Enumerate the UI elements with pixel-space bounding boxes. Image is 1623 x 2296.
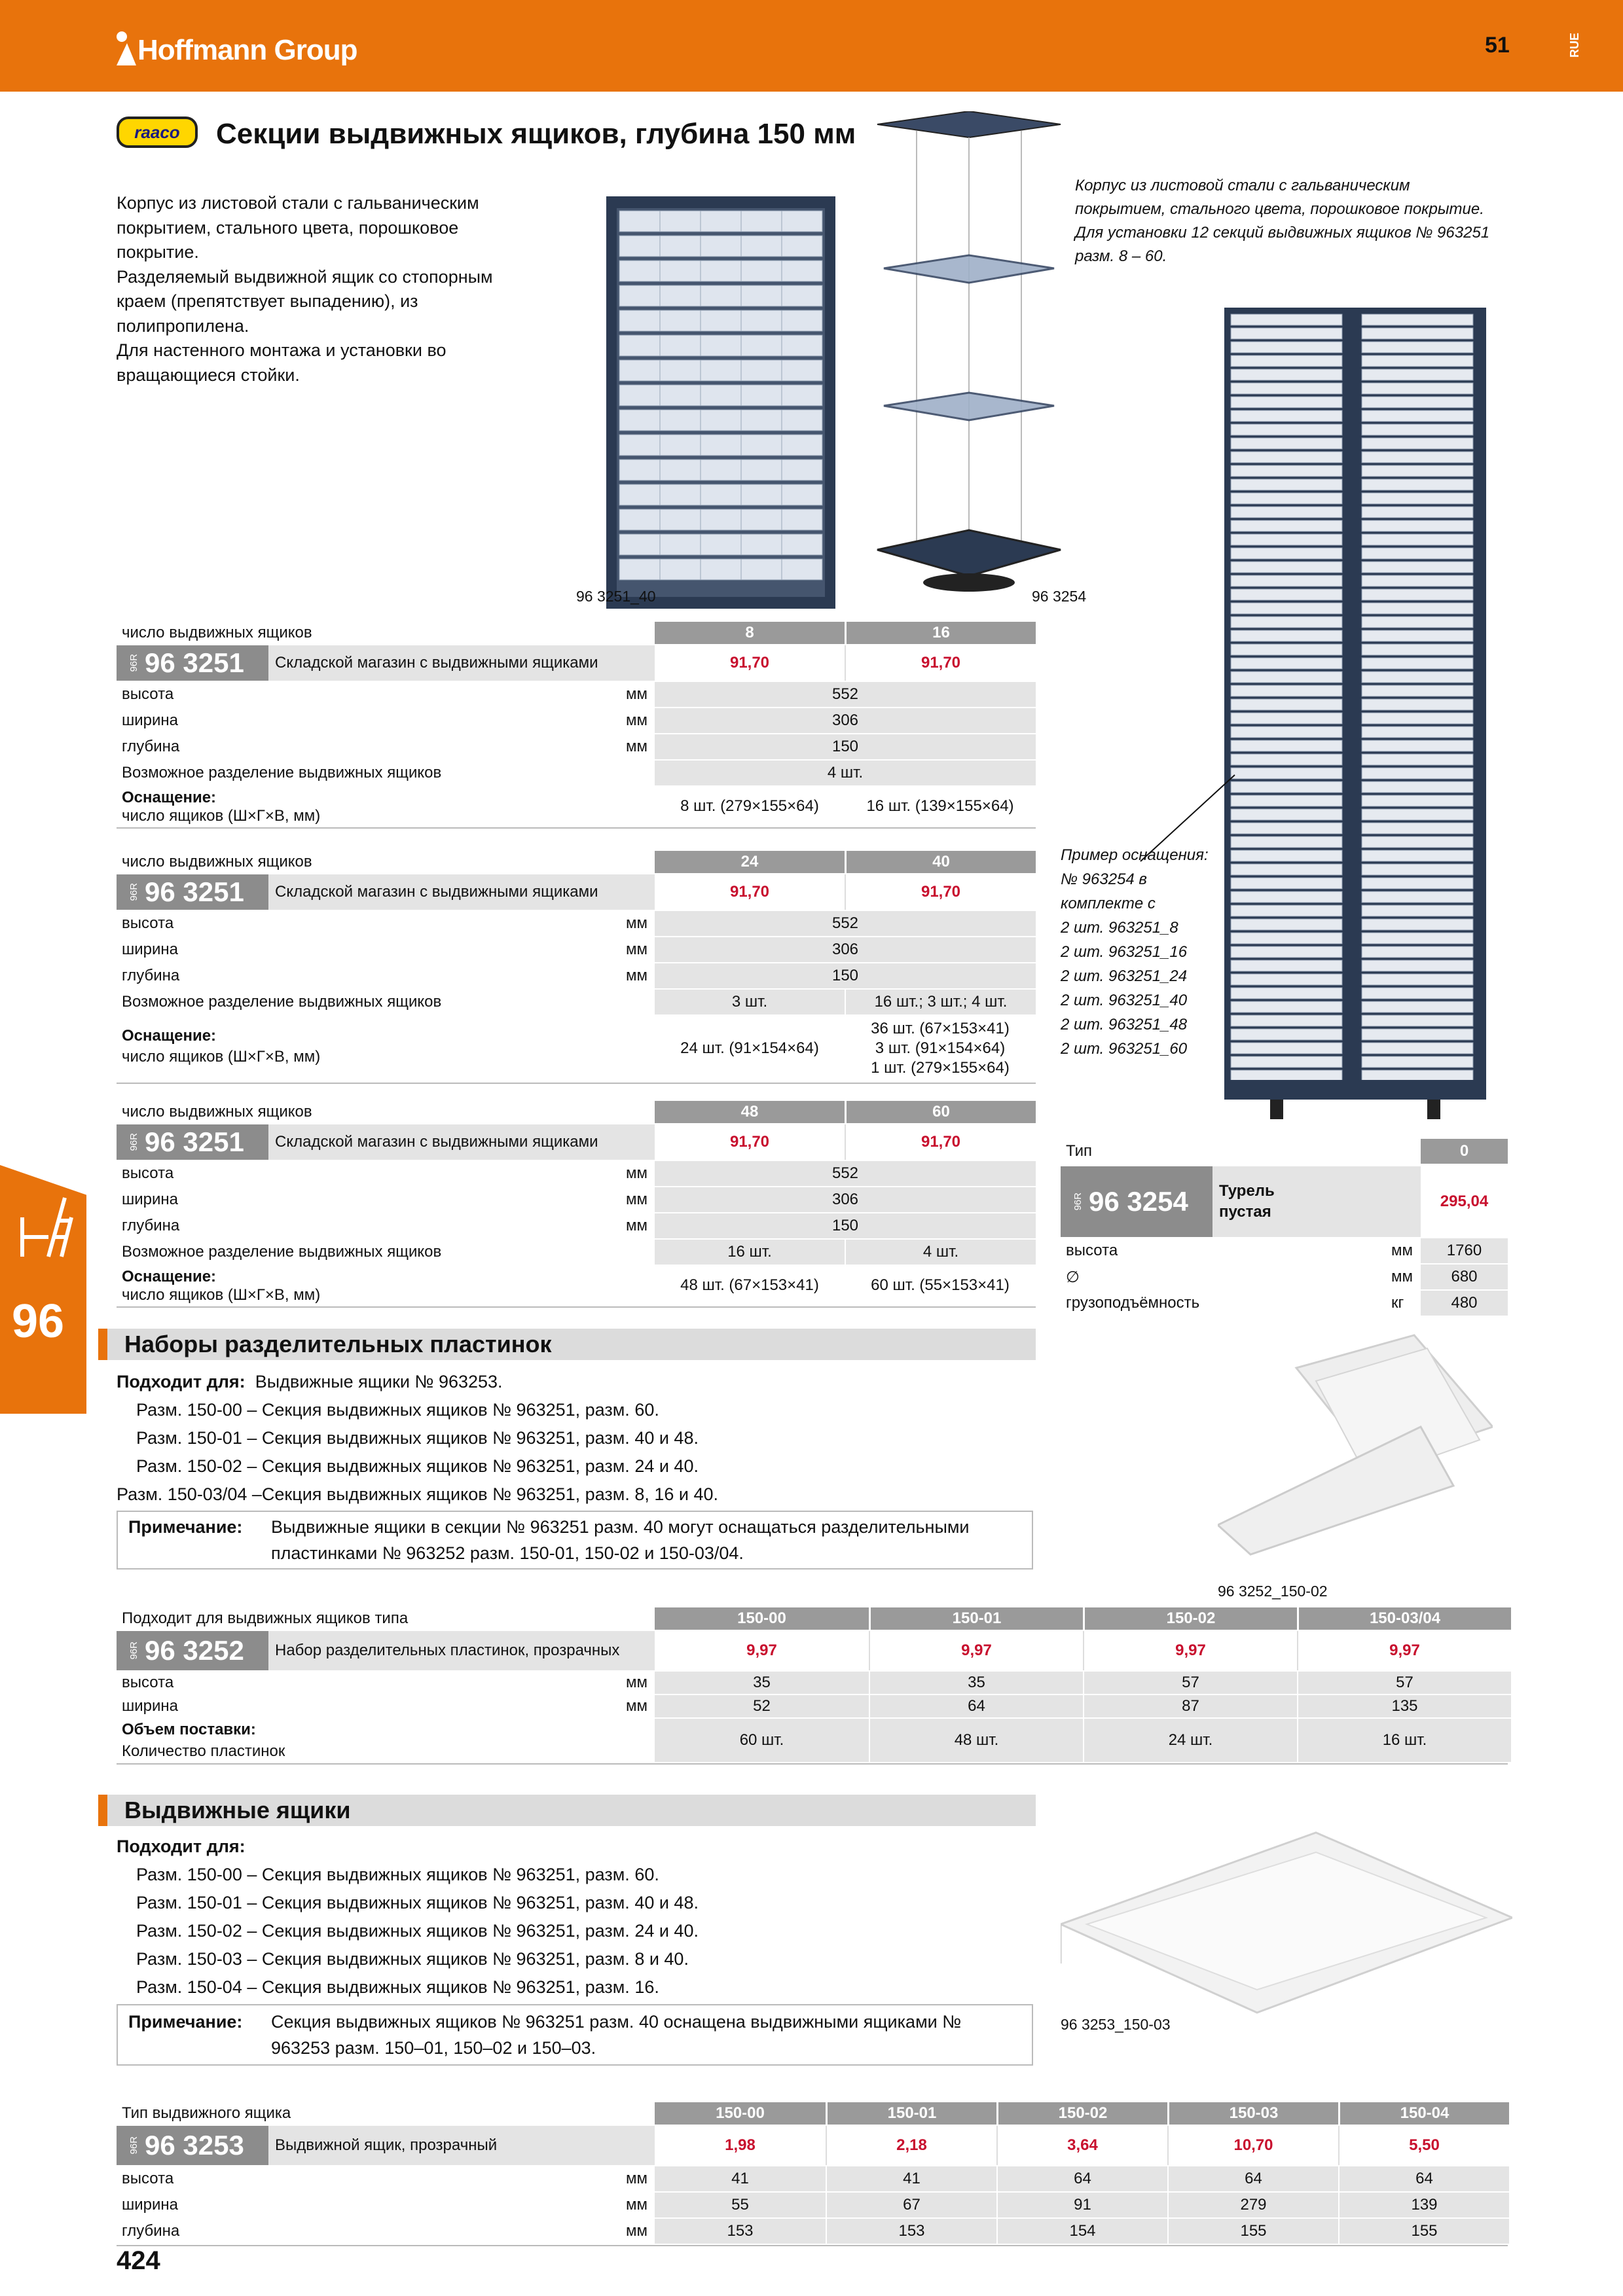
equip-sub: число ящиков (Ш×Г×В, мм) bbox=[122, 1286, 321, 1304]
footer-page-number: 424 bbox=[117, 2246, 160, 2275]
sku: 96R 96 3253 bbox=[117, 2126, 268, 2165]
col-header: 150-01 bbox=[826, 2102, 996, 2125]
height-value: 552 bbox=[655, 911, 1036, 936]
turret-col-header: 0 bbox=[1421, 1139, 1508, 1164]
cell-value: 64 bbox=[1167, 2166, 1338, 2191]
row-label: глубина bbox=[122, 2222, 180, 2240]
col-header: 60 bbox=[845, 1101, 1036, 1123]
division-value: 4 шт. bbox=[655, 761, 1036, 785]
product-desc: Выдвижной ящик, прозрачный bbox=[275, 2136, 498, 2154]
height-value: 552 bbox=[655, 1161, 1036, 1186]
row-label: ширина bbox=[122, 2196, 179, 2214]
product-desc: Набор разделительных пластинок, прозрачных bbox=[275, 1641, 620, 1659]
sku: 96R 96 3251 bbox=[117, 874, 268, 910]
page-title: Секции выдвижных ящиков, глубина 150 мм bbox=[216, 118, 856, 150]
cell-value: 57 bbox=[1297, 1672, 1511, 1694]
price: 9,97 bbox=[869, 1631, 1083, 1670]
cell-value: 67 bbox=[826, 2193, 996, 2217]
sku: 96R 96 3251 bbox=[117, 645, 268, 681]
turret-unit: мм bbox=[1391, 1268, 1413, 1285]
product-desc: Складской магазин с выдвижными ящиками bbox=[275, 883, 598, 901]
price: 5,50 bbox=[1338, 2126, 1509, 2165]
width-value: 306 bbox=[655, 937, 1036, 962]
drawers-table bbox=[117, 2102, 1508, 2248]
equip-value bbox=[845, 1266, 1036, 1305]
col-header: 150-02 bbox=[1083, 1607, 1297, 1630]
turret-unit: мм bbox=[1391, 1242, 1413, 1259]
cell-value: 139 bbox=[1338, 2193, 1509, 2217]
turret-desc2: пустая bbox=[1219, 1203, 1271, 1221]
product-desc: Складской магазин с выдвижными ящиками bbox=[275, 1133, 598, 1151]
col-header: 150-03/04 bbox=[1297, 1607, 1511, 1630]
cell-value: 87 bbox=[1083, 1695, 1297, 1717]
equip-value bbox=[655, 1266, 845, 1305]
cabinet-table bbox=[117, 851, 1036, 1083]
col-header: 150-01 bbox=[869, 1607, 1083, 1630]
equip-label: Оснащение: bbox=[122, 789, 217, 806]
cell-value: 48 шт. bbox=[869, 1719, 1083, 1762]
equip-line: 48 шт. (67×153×41) bbox=[680, 1276, 819, 1294]
cell-value: 153 bbox=[826, 2219, 996, 2244]
drawers-note: Примечание: Секция выдвижных ящиков № 963251 разм. 40 оснащена выдвижными ящиками № 963253 разм. 150–01, 150–02 и 150–03. bbox=[117, 2004, 1033, 2066]
equip-value bbox=[655, 1016, 845, 1081]
equip-value bbox=[655, 787, 845, 826]
plates-note: Примечание: Выдвижные ящики в секции № 963251 разм. 40 могут оснащаться разделительными пластинками № 963252 разм. 150-01, 150-02 и 150-03/04. bbox=[117, 1511, 1033, 1570]
unit: мм bbox=[626, 2170, 647, 2187]
row-label: глубина bbox=[122, 1217, 180, 1234]
cabinet-table bbox=[117, 622, 1036, 844]
pointer-line bbox=[1139, 772, 1237, 864]
width-value: 306 bbox=[655, 1187, 1036, 1212]
row-label: Возможное разделение выдвижных ящиков bbox=[122, 764, 442, 781]
intro-text: Корпус из листовой стали с гальваническим покрытием, стального цвета, порошковое покрытие. Разделяемый выдвижной ящик со стопорным краем (препятствует выпадению), из полипропилена. Для настенного монтажа и установки во вращающиеся стойки. bbox=[117, 193, 493, 385]
table-head-label: число выдвижных ящиков bbox=[122, 853, 312, 870]
turret-price: 295,04 bbox=[1421, 1166, 1508, 1237]
cell-value: 35 bbox=[655, 1672, 869, 1694]
turret-table bbox=[1061, 1139, 1508, 1310]
depth-value: 150 bbox=[655, 734, 1036, 759]
col-header: 48 bbox=[655, 1101, 845, 1123]
cell-value: 41 bbox=[826, 2166, 996, 2191]
row-label: Объем поставки: bbox=[122, 1720, 256, 1738]
unit: мм bbox=[626, 967, 647, 984]
cell-value: 64 bbox=[869, 1695, 1083, 1717]
row-label: высота bbox=[122, 1164, 174, 1182]
unit: мм bbox=[626, 941, 647, 958]
plates-fits: Подходит для: Выдвижные ящики № 963253. Разм. 150-00 – Секция выдвижных ящиков № 963251, разм. 60. Разм. 150-01 – Секция выдвижных ящиков № 963251, разм. 40 и 48. Разм. 150-02 – Секция выдвижных ящиков № 963251, разм. 24 и 40. Разм. 150-03/04 –Секция выдвижных ящиков № 963251, разм. 8, 16 и 40. bbox=[117, 1372, 719, 1504]
col-header: 150-02 bbox=[996, 2102, 1167, 2125]
row-label: Возможное разделение выдвижных ящиков bbox=[122, 993, 442, 1011]
rack-image bbox=[871, 111, 1067, 602]
col-header: 150-04 bbox=[1338, 2102, 1509, 2125]
col-header: 24 bbox=[655, 851, 845, 873]
unit: мм bbox=[626, 1164, 647, 1182]
depth-value: 150 bbox=[655, 1213, 1036, 1238]
unit: мм bbox=[626, 711, 647, 729]
cell-value: 60 шт. bbox=[655, 1719, 869, 1762]
col-header: 150-00 bbox=[655, 1607, 869, 1630]
turret-head-label: Тип bbox=[1066, 1142, 1093, 1160]
table-head-label: число выдвижных ящиков bbox=[122, 624, 312, 641]
col-header: 8 bbox=[655, 622, 845, 644]
price: 9,97 bbox=[1297, 1631, 1511, 1670]
division-value: 16 шт.; 3 шт.; 4 шт. bbox=[845, 990, 1036, 1014]
turret-note: Корпус из листовой стали с гальваническим покрытием, стального цвета, порошковое покрытие. Для установки 12 секций выдвижных ящиков № 963251 разм. 8 – 60. bbox=[1075, 177, 1490, 265]
turret-value: 1760 bbox=[1421, 1238, 1508, 1263]
turret-desc1: Турель bbox=[1219, 1182, 1275, 1200]
cell-value: 154 bbox=[996, 2219, 1167, 2244]
unit: мм bbox=[626, 2196, 647, 2214]
row-label: высота bbox=[122, 2170, 174, 2187]
turret-image bbox=[1218, 301, 1493, 1126]
table-head-label: число выдвижных ящиков bbox=[122, 1103, 312, 1121]
division-value: 16 шт. bbox=[655, 1240, 845, 1265]
unit: мм bbox=[626, 685, 647, 703]
width-value: 306 bbox=[655, 708, 1036, 733]
equip-line: 8 шт. (279×155×64) bbox=[680, 797, 819, 815]
caption-rack: 96 3254 bbox=[1032, 588, 1087, 605]
equip-label: Оснащение: bbox=[122, 1268, 217, 1285]
equip-sub: число ящиков (Ш×Г×В, мм) bbox=[122, 807, 321, 825]
product-desc: Складской магазин с выдвижными ящиками bbox=[275, 654, 598, 672]
equip-line: 36 шт. (67×153×41) bbox=[871, 1020, 1010, 1037]
caption-drawer: 96 3253_150-03 bbox=[1061, 2016, 1171, 2033]
row-label: высота bbox=[122, 914, 174, 932]
price: 3,64 bbox=[996, 2126, 1167, 2165]
hoffmann-logo-icon bbox=[115, 30, 137, 67]
turret-label: ∅ bbox=[1066, 1268, 1080, 1286]
price: 1,98 bbox=[655, 2126, 826, 2165]
drawers-fits: Подходит для: Разм. 150-00 – Секция выдвижных ящиков № 963251, разм. 60. Разм. 150-01 – Секция выдвижных ящиков № 963251, разм. 40 и 48. Разм. 150-02 – Секция выдвижных ящиков № 963251, разм. 24 и 40. Разм. 150-03 – Секция выдвижных ящиков № 963251, разм. 8 и 40. Разм. 150-04 – Секция выдвижных ящиков № 963251, разм. 16. bbox=[117, 1837, 699, 1997]
raaco-badge: raaco bbox=[117, 117, 198, 148]
row-label: ширина bbox=[122, 941, 179, 958]
drawer-image bbox=[1061, 1826, 1512, 2016]
equip-line: 1 шт. (279×155×64) bbox=[871, 1059, 1010, 1077]
cell-value: 64 bbox=[996, 2166, 1167, 2191]
equip-line: 3 шт. (91×154×64) bbox=[875, 1039, 1006, 1057]
cell-value: 24 шт. bbox=[1083, 1719, 1297, 1762]
price: 91,70 bbox=[655, 874, 845, 910]
equip-line: 60 шт. (55×153×41) bbox=[871, 1276, 1010, 1294]
row-label: ширина bbox=[122, 711, 179, 729]
price: 91,70 bbox=[845, 874, 1036, 910]
unit: мм bbox=[626, 738, 647, 755]
cell-value: 279 bbox=[1167, 2193, 1338, 2217]
unit: мм bbox=[626, 1191, 647, 1208]
cell-value: 41 bbox=[655, 2166, 826, 2191]
division-value: 4 шт. bbox=[845, 1240, 1036, 1265]
price: 2,18 bbox=[826, 2126, 996, 2165]
row-label: ширина bbox=[122, 1697, 179, 1715]
col-header: 150-03 bbox=[1167, 2102, 1338, 2125]
example-note: Пример оснащения: № 963254 в комплекте с 2 шт. 963251_8 2 шт. 963251_16 2 шт. 963251_24 2 шт. 963251_40 2 шт. 963251_48 2 шт. 963251_60 bbox=[1061, 846, 1209, 1058]
price: 91,70 bbox=[845, 645, 1036, 681]
equip-value bbox=[845, 787, 1036, 826]
table-head-label: Тип выдвижного ящика bbox=[122, 2104, 291, 2122]
plates-table bbox=[117, 1607, 1508, 1817]
row-label: высота bbox=[122, 685, 174, 703]
cell-value: 16 шт. bbox=[1297, 1719, 1511, 1762]
cell-value: 64 bbox=[1338, 2166, 1509, 2191]
sku: 96R 96 3251 bbox=[117, 1124, 268, 1160]
price: 91,70 bbox=[845, 1124, 1036, 1160]
plates-image bbox=[1218, 1329, 1493, 1558]
side-code: RUE bbox=[1568, 33, 1581, 58]
cell-value: 35 bbox=[869, 1672, 1083, 1694]
cell-value: 57 bbox=[1083, 1672, 1297, 1694]
turret-label: высота bbox=[1066, 1242, 1118, 1259]
cabinet-image bbox=[602, 196, 838, 609]
page-number: 51 bbox=[1485, 33, 1510, 58]
section-heading-drawers: Выдвижные ящики bbox=[98, 1795, 1036, 1826]
cell-value: 135 bbox=[1297, 1695, 1511, 1717]
height-value: 552 bbox=[655, 682, 1036, 707]
sku: 96R 96 3252 bbox=[117, 1631, 268, 1670]
table-head-label: Подходит для выдвижных ящиков типа bbox=[122, 1609, 409, 1627]
cell-value: 153 bbox=[655, 2219, 826, 2244]
price: 9,97 bbox=[655, 1631, 869, 1670]
caption-plates: 96 3252_150-02 bbox=[1218, 1583, 1328, 1600]
equip-label: Оснащение: bbox=[122, 1027, 217, 1045]
unit: мм bbox=[626, 1217, 647, 1234]
turret-sku: 96R 96 3254 bbox=[1061, 1166, 1213, 1237]
ladder-icon bbox=[16, 1191, 75, 1263]
cell-value: 91 bbox=[996, 2193, 1167, 2217]
row-label: глубина bbox=[122, 738, 180, 755]
price: 91,70 bbox=[655, 645, 845, 681]
price: 91,70 bbox=[655, 1124, 845, 1160]
equip-value bbox=[845, 1016, 1036, 1081]
side-tab-number: 96 bbox=[12, 1295, 65, 1348]
price: 9,97 bbox=[1083, 1631, 1297, 1670]
cell-value: 155 bbox=[1338, 2219, 1509, 2244]
row-label: высота bbox=[122, 1674, 174, 1691]
col-header: 150-00 bbox=[655, 2102, 826, 2125]
cell-value: 55 bbox=[655, 2193, 826, 2217]
caption-cabinet: 96 3251_40 bbox=[576, 588, 656, 605]
unit: мм bbox=[626, 2222, 647, 2240]
section-heading-plates: Наборы разделительных пластинок bbox=[98, 1329, 1036, 1360]
cell-value: 155 bbox=[1167, 2219, 1338, 2244]
row-label: глубина bbox=[122, 967, 180, 984]
row-sub: Количество пластинок bbox=[122, 1742, 285, 1760]
division-value: 3 шт. bbox=[655, 990, 845, 1014]
cabinet-table bbox=[117, 1101, 1036, 1323]
row-label: Возможное разделение выдвижных ящиков bbox=[122, 1243, 442, 1261]
row-label: ширина bbox=[122, 1191, 179, 1208]
turret-unit: кг bbox=[1391, 1294, 1404, 1312]
unit: мм bbox=[626, 914, 647, 932]
col-header: 16 bbox=[845, 622, 1036, 644]
unit: мм bbox=[626, 1697, 647, 1715]
col-header: 40 bbox=[845, 851, 1036, 873]
price: 10,70 bbox=[1167, 2126, 1338, 2165]
equip-line: 16 шт. (139×155×64) bbox=[866, 797, 1014, 815]
turret-value: 680 bbox=[1421, 1265, 1508, 1289]
cell-value: 52 bbox=[655, 1695, 869, 1717]
turret-value: 480 bbox=[1421, 1291, 1508, 1316]
brand-logo: Hoffmann Group bbox=[137, 34, 357, 66]
equip-line: 24 шт. (91×154×64) bbox=[680, 1039, 819, 1057]
turret-label: грузоподъёмность bbox=[1066, 1294, 1200, 1312]
depth-value: 150 bbox=[655, 963, 1036, 988]
equip-sub: число ящиков (Ш×Г×В, мм) bbox=[122, 1048, 321, 1066]
unit: мм bbox=[626, 1674, 647, 1691]
